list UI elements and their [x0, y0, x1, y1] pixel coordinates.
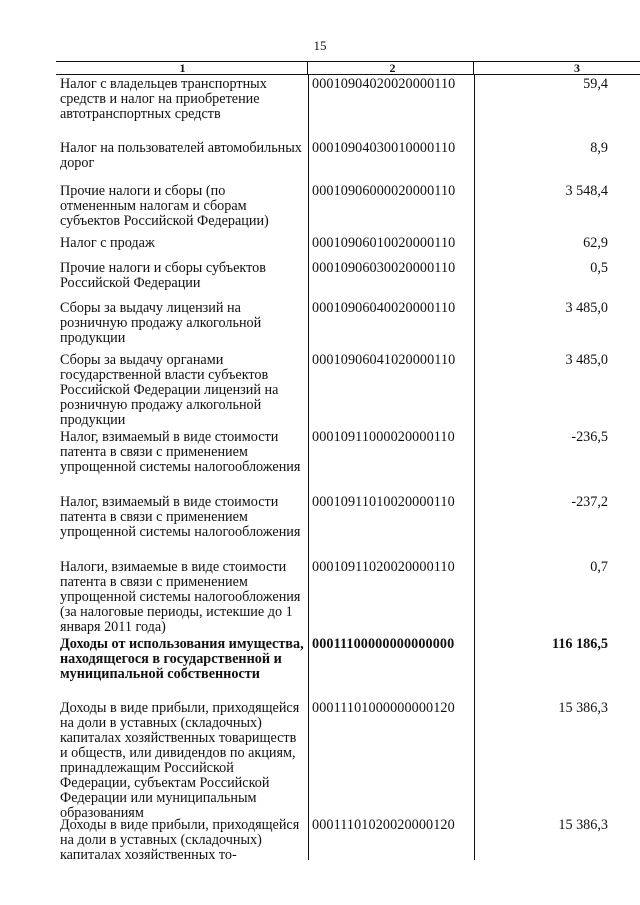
row-amount: 0,5	[590, 260, 608, 276]
row-amount: 8,9	[590, 140, 608, 156]
table-row	[56, 560, 640, 634]
row-name: Прочие налоги и сборы (по отмененным налогам и сборам субъектов Российской Федерации)	[60, 183, 269, 229]
page-number: 15	[313, 38, 327, 53]
row-code: 00010906041020000110	[312, 352, 456, 368]
header-col-1: 1	[56, 62, 308, 74]
row-amount: 0,7	[590, 559, 608, 575]
row-code: 00010906010020000110	[312, 235, 456, 251]
row-amount: -236,5	[571, 429, 608, 445]
row-code: 00010904030010000110	[312, 140, 456, 156]
row-name: Налоги, взимаемые в виде стоимости патента в связи с применением упрощенной системы налогообложения (за налоговые периоды, истекшие до 1 января 2011 года)	[60, 559, 301, 635]
row-name: Прочие налоги и сборы субъектов Российской Федерации	[60, 260, 266, 291]
row-amount: 3 548,4	[565, 183, 608, 199]
row-name: Налог, взимаемый в виде стоимости патента в связи с применением упрощенной системы налогообложения	[60, 494, 301, 540]
row-amount: 62,9	[583, 235, 608, 251]
row-code: 00010906040020000110	[312, 300, 456, 316]
header-col-2: 2	[308, 62, 474, 74]
table-header	[56, 61, 640, 75]
row-name: Доходы в виде прибыли, приходящейся на доли в уставных (складочных) капиталах хозяйственных то-	[60, 817, 300, 863]
row-code: 00010911020020000110	[312, 559, 455, 575]
table-row	[56, 141, 640, 181]
row-name: Сборы за выдачу органами государственной власти субъектов Российской Федерации лицензий на розничную продажу алкогольной продукции	[60, 352, 279, 428]
row-code: 00010911010020000110	[312, 494, 455, 510]
table-row	[56, 700, 640, 821]
row-code: 00011101000000000120	[312, 700, 455, 716]
row-name: Доходы от использования имущества, находящегося в государственной и муниципальной собственности	[60, 636, 304, 682]
table-row	[56, 818, 640, 878]
table-row	[56, 261, 640, 299]
row-code: 00010906000020000110	[312, 183, 456, 199]
row-code: 00010911000020000110	[312, 429, 455, 445]
row-amount: 15 386,3	[558, 700, 608, 716]
row-name: Сборы за выдачу лицензий на розничную продажу алкогольной продукции	[60, 300, 262, 346]
row-amount: 116 186,5	[552, 636, 608, 652]
table-row	[56, 495, 640, 557]
row-code: 00011101020020000120	[312, 817, 455, 833]
row-code: 00011100000000000000	[312, 636, 455, 652]
row-amount: 59,4	[583, 76, 608, 92]
table-row	[56, 637, 640, 699]
row-amount: 3 485,0	[565, 300, 608, 316]
row-amount: -237,2	[571, 494, 608, 510]
header-col-3: 3	[574, 61, 580, 75]
table-row	[56, 236, 640, 258]
table-row	[56, 184, 640, 234]
row-code: 00010906030020000110	[312, 260, 456, 276]
row-amount: 15 386,3	[558, 817, 608, 833]
table-row	[56, 77, 640, 137]
row-amount: 3 485,0	[565, 352, 608, 368]
revenue-table	[56, 61, 640, 863]
table-row	[56, 430, 640, 492]
table-row	[56, 301, 640, 351]
table-body	[56, 75, 640, 863]
table-row	[56, 353, 640, 427]
row-name: Налог с владельцев транспортных средств и налог на приобретение автотранспортных средств	[60, 76, 267, 122]
row-name: Налог с продаж	[60, 235, 155, 251]
row-code: 00010904020020000110	[312, 76, 456, 92]
row-name: Доходы в виде прибыли, приходящейся на доли в уставных (складочных) капиталах хозяйственных товариществ и обществ, или дивидендов по акциям, принадлежащим Российской Федерации, субъектам Российской Федерации или муниципальным образованиям	[60, 700, 300, 821]
row-name: Налог, взимаемый в виде стоимости патента в связи с применением упрощенной системы налогообложения	[60, 429, 301, 475]
row-name: Налог на пользователей автомобильных дорог	[60, 140, 302, 171]
